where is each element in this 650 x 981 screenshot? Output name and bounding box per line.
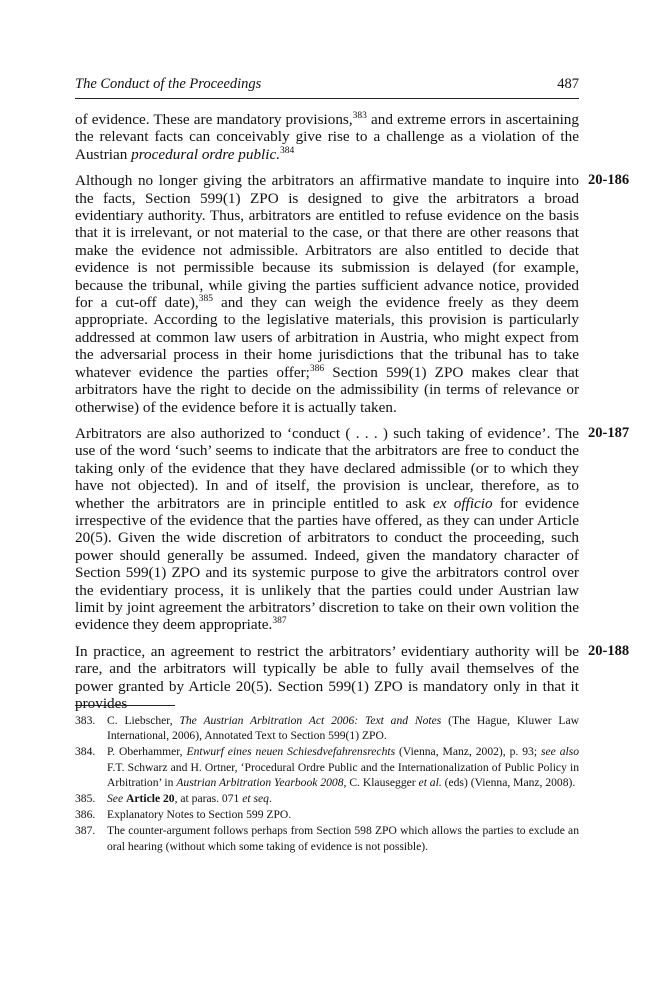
footnote-ref: 387 (272, 616, 287, 627)
text-run: See (107, 792, 124, 806)
body-paragraph (75, 642, 630, 713)
text-run: procedural ordre public. (131, 145, 281, 163)
footnote-text (107, 823, 579, 853)
footnote-number: 385. (75, 792, 96, 806)
text-run: Although no longer giving the arbitrators an affirmative mandate to inquire into the facts, Section 599(1) ZPO is designed to give the arbitrators a broad evidentiary authority. Thus, arbitrators are entitled to refuse evidence on the basis that it is irrelevant, or not material to the case, or that there are other reasons that make the evidence not admissible. Arbitrators are also entitled to decide that evidence is not permissible because its submission is delayed (for example, because the tribunal, while giving the parties sufficient advance notice, provided for a cut-off date), (75, 172, 579, 312)
body-paragraph (75, 424, 630, 634)
paragraph-number: 20-186 (588, 172, 630, 189)
text-run: and extreme errors in ascertaining the relevant facts can conceivably give rise to a challenge as a violation of the Austrian (75, 111, 579, 163)
footnote-number: 384. (75, 745, 96, 759)
text-run: et seq (242, 792, 269, 806)
footnote-number: 386. (75, 808, 96, 822)
text-run: see also (540, 745, 580, 759)
text-run: C. Liebscher, (107, 714, 180, 727)
text-run: Explanatory Notes to Section 599 ZPO. (107, 808, 292, 822)
footnote (75, 713, 579, 743)
text-run: The counter-argument follows perhaps from Section 598 ZPO which allows the parties to exclude an oral hearing (without which some taking of evidence is not possible). (107, 824, 579, 853)
footnote-number: 383. (75, 714, 96, 727)
footnote-text (107, 744, 579, 790)
footnote (75, 807, 579, 822)
text-run: (The Hague, Kluwer Law International, 2006), Annotated Text to Section 599(1) ZPO. (107, 714, 580, 743)
footnote (75, 791, 579, 806)
footnote-text (107, 807, 579, 822)
main-text (75, 111, 630, 721)
text-run: ex officio (432, 494, 493, 512)
footnote-ref: 383 (352, 111, 367, 121)
text-run: (eds) (Vienna, Manz, 2008). (441, 775, 576, 789)
text-run: P. Oberhammer, (107, 745, 187, 759)
text-run: of evidence. These are mandatory provisions, (75, 111, 353, 128)
body-paragraph (75, 172, 630, 416)
text-run: The Austrian Arbitration Act 2006: Text and Notes (179, 714, 442, 727)
text-run: and they can weigh the evidence freely as they deem appropriate. According to the legislative materials, this provision is particularly addressed at common law users of arbitration in Austria, who might expect from the adversarial process in their home jurisdictions that the tribunal has to take whatever evidence the parties offer; (75, 294, 579, 381)
text-run: (Vienna, Manz, 2002), p. 93; (395, 745, 541, 759)
footnote (75, 823, 579, 853)
footnote-separator (75, 705, 175, 706)
footnote-text (107, 713, 579, 743)
text-run: . (268, 792, 272, 806)
text-run: In practice, an agreement to restrict the arbitrators’ evidentiary authority will be rare, and the arbitrators will typically be able to fully avail themselves of the power granted by Article 20(5). Section 599(1) ZPO is mandatory only in that it provides (75, 642, 579, 712)
running-title: The Conduct of the Proceedings (75, 76, 262, 92)
footnote-text (107, 791, 579, 806)
paragraph-number: 20-187 (588, 424, 630, 441)
footnote (75, 744, 579, 790)
body-paragraph (75, 111, 579, 163)
text-run: F.T. Schwarz and H. Ortner, ‘Procedural Ordre Public and the Internationalization of Public Policy in Arbitration’ in (107, 760, 579, 789)
text-run: Entwurf eines neuen Schiesdvefahrensrechts (186, 745, 396, 759)
footnote-number: 387. (75, 824, 96, 838)
text-run: Arbitrators are also authorized to ‘conduct ( . . . ) such taking of evidence’. The use of the word ‘such’ seems to indicate that the arbitrators are free to conduct the taking only of the evidence that they have declared admissible (or to which they have not objected). In and of itself, the provision is unclear, therefore, as to whether the arbitrators are in principle entitled to ask (75, 424, 579, 512)
text-run: for evidence irrespective of the evidence that the parties have offered, as they can under Article 20(5). Given the wide discretion of arbitrators to conduct the proceeding, such power should generally be assumed. Indeed, given the mandatory character of Section 599(1) ZPO and its systemic purpose to give the arbitrators control over the evidentiary process, it is unlikely that the parties could under Austrian law limit by joint agreement the arbitrators’ discretion to take on their own volition the evidence they deem appropriate. (75, 494, 579, 634)
text-run: Article 20 (126, 792, 175, 806)
paragraph-number: 20-188 (588, 642, 630, 659)
page-number: 487 (557, 76, 579, 92)
footnote-ref: 384 (280, 145, 295, 156)
text-run: Section 599(1) ZPO makes clear that arbitrators have the right to decide on the admissibility (in terms of relevance or otherwise) of the evidence before it is actually taken. (75, 363, 580, 416)
footnotes (75, 713, 579, 855)
text-run: Austrian Arbitration Yearbook 2008 (176, 775, 344, 789)
text-run: , at paras. 071 (174, 792, 243, 806)
footnote-ref: 385 (198, 294, 213, 305)
footnote-ref: 386 (309, 363, 325, 374)
running-header (75, 76, 579, 99)
text-run: et al. (418, 775, 442, 789)
text-run: , C. Klausegger (343, 775, 419, 789)
